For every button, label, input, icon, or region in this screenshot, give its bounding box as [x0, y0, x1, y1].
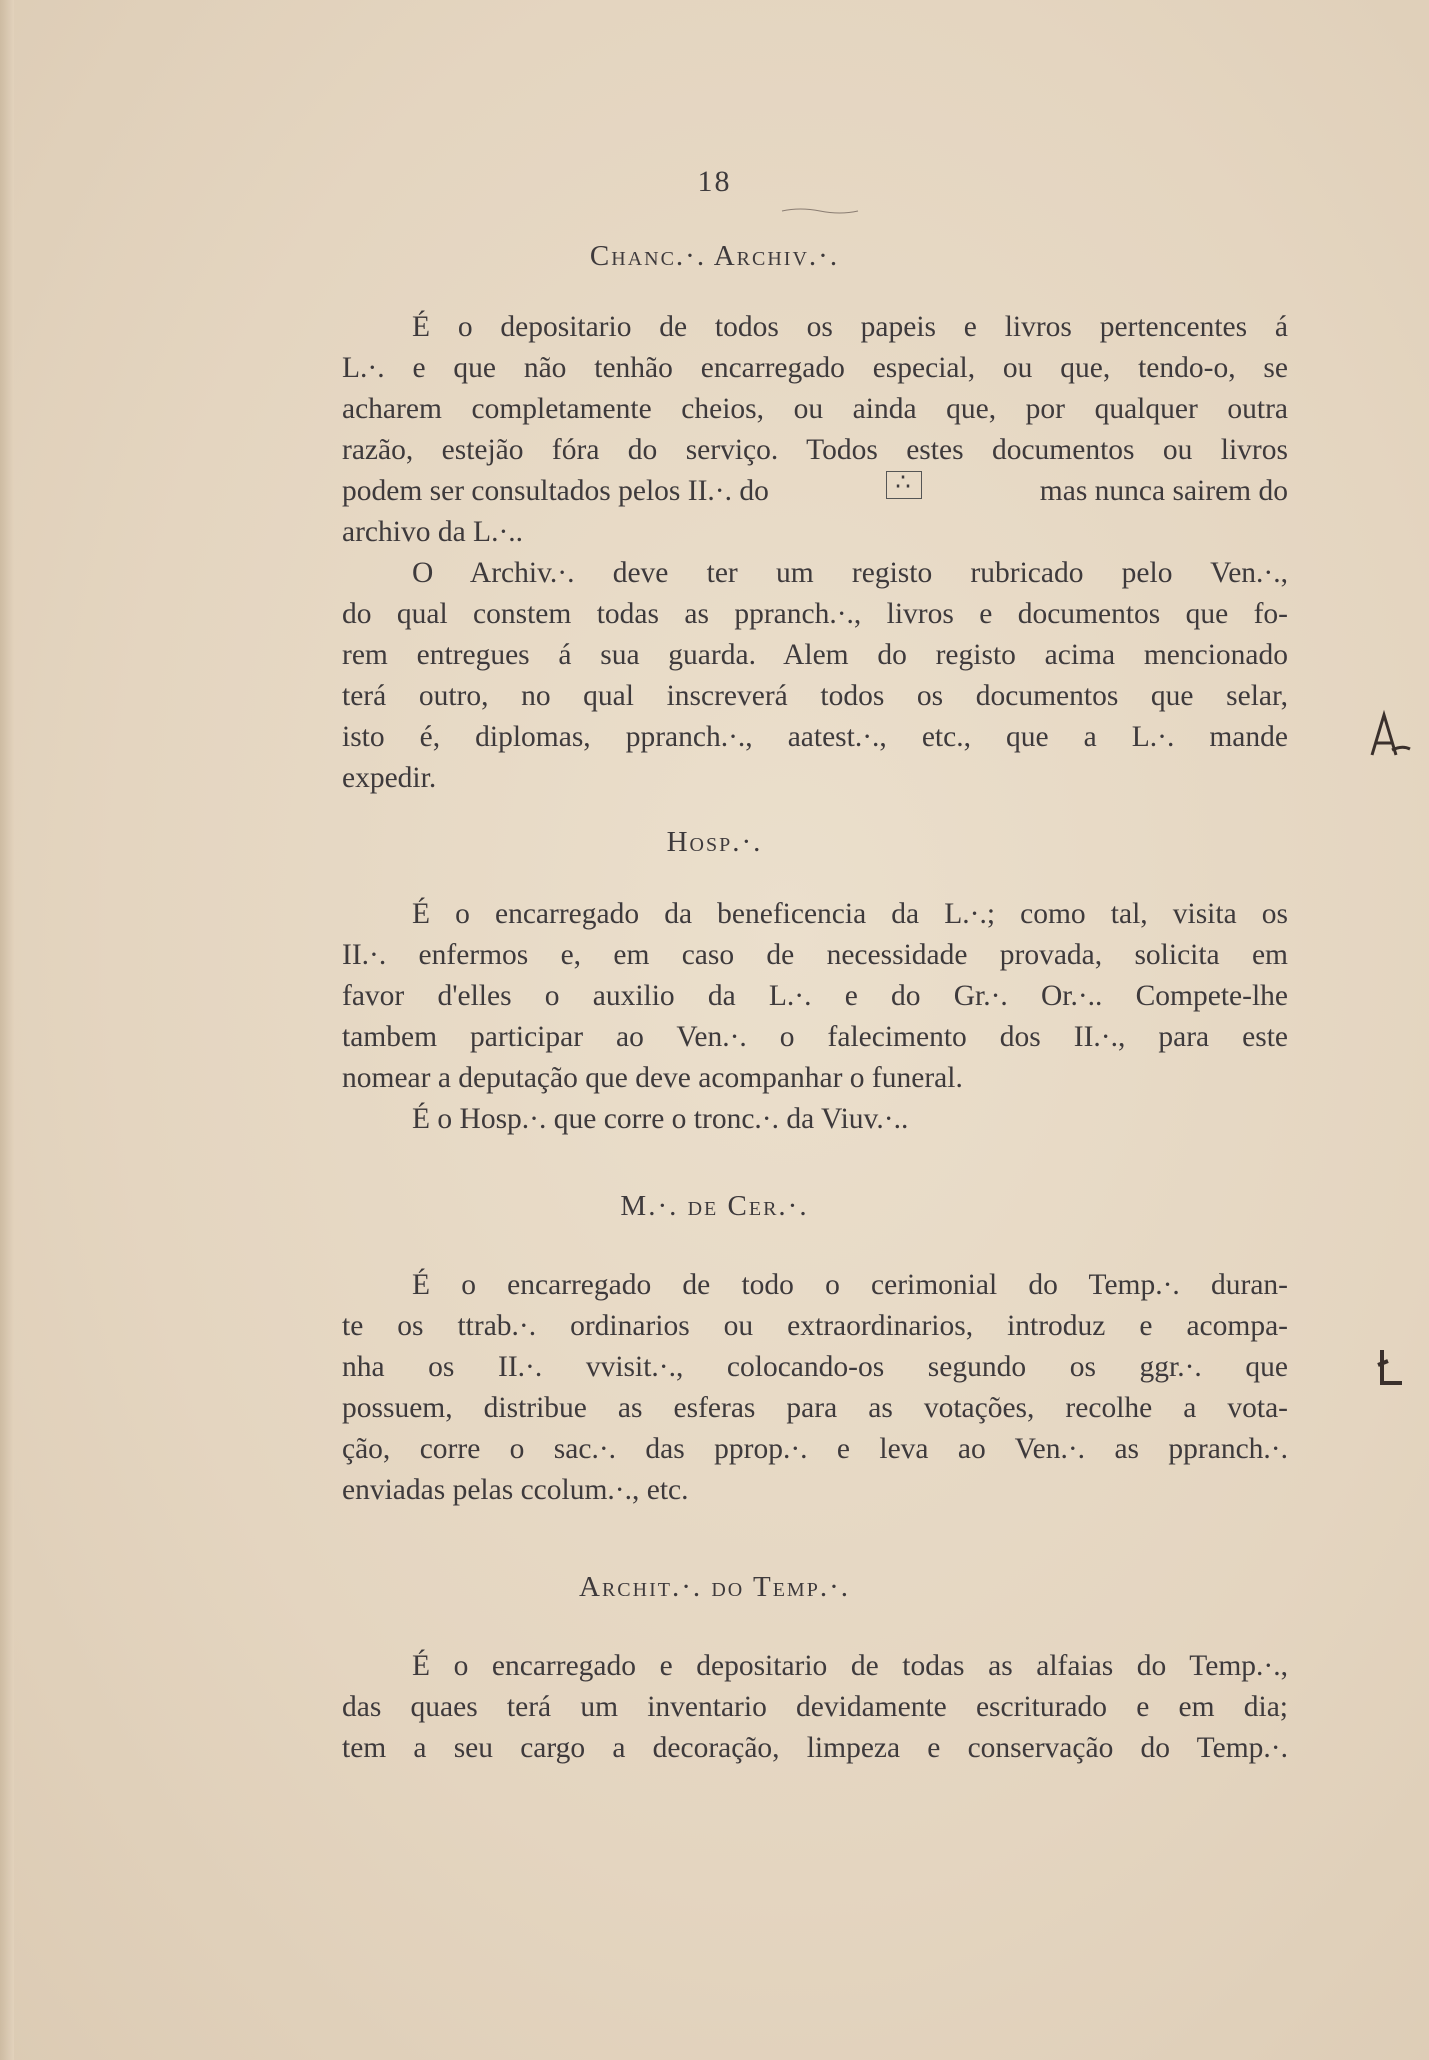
text-line: tambem participar ao Ven.·. o falecimento dos II.·., para este — [342, 1021, 1288, 1053]
text-line: isto é, diplomas, ppranch.·., aatest.·., etc., que a L.·. mande — [342, 721, 1288, 753]
section-body-archit-do-temp — [342, 1646, 1288, 1769]
section-heading-archit-do-temp: Archit.·. do Temp.·. — [579, 1571, 850, 1603]
text-line: rem entregues á sua guarda. Alem do registo acima mencionado — [342, 639, 1288, 671]
section-body-hosp — [342, 894, 1288, 1140]
text-line: terá outro, no qual inscreverá todos os documentos que selar, — [342, 680, 1288, 712]
page-number: 18 — [697, 165, 732, 198]
text-line: razão, estejão fóra do serviço. Todos estes documentos ou livros — [342, 434, 1288, 466]
section-heading-m-de-cer: M.·. de Cer.·. — [620, 1190, 809, 1222]
margin-pencil-mark — [1370, 1345, 1410, 1390]
section-body-chanc-archiv — [342, 307, 1288, 799]
text-line: É o encarregado de todo o cerimonial do Temp.·. duran- — [412, 1269, 1288, 1301]
text-line: ção, corre o sac.·. das pprop.·. e leva ao Ven.·. as ppranch.·. — [342, 1433, 1288, 1465]
text-line: archivo da L.·.. — [342, 516, 524, 548]
text-line: É o depositario de todos os papeis e livros pertencentes á — [412, 311, 1288, 343]
text-line: tem a seu cargo a decoração, limpeza e conservação do Temp.·. — [342, 1732, 1288, 1764]
text-line: L.·. e que não tenhão encarregado especial, ou que, tendo-o, se — [342, 352, 1288, 384]
text-line: nha os II.·. vvisit.·., colocando-os segundo os ggr.·. que — [342, 1351, 1288, 1383]
text-line: É o encarregado e depositario de todas as alfaias do Temp.·., — [412, 1650, 1288, 1682]
text-line — [342, 471, 1288, 512]
text-line: das quaes terá um inventario devidamente escriturado e em dia; — [342, 1691, 1288, 1723]
text-line-part: mas nunca sairem do — [1039, 475, 1288, 507]
text-line: É o encarregado da beneficencia da L.·.; como tal, visita os — [412, 898, 1288, 930]
lodge-symbol-box — [886, 471, 922, 499]
text-line: expedir. — [342, 762, 437, 794]
text-line: do qual constem todas as ppranch.·., livros e documentos que fo- — [342, 598, 1288, 630]
margin-pencil-mark — [1362, 705, 1412, 765]
section-heading-chanc-archiv: Chanc.·. Archiv.·. — [589, 240, 840, 272]
text-line: O Archiv.·. deve ter um registo rubricado pelo Ven.·., — [412, 557, 1288, 589]
section-heading-hosp: Hosp.·. — [666, 826, 763, 858]
text-line: II.·. enfermos e, em caso de necessidade provada, solicita em — [342, 939, 1288, 971]
page-edge — [0, 0, 14, 2060]
text-line: acharem completamente cheios, ou ainda que, por qualquer outra — [342, 393, 1288, 425]
ornament-flourish — [780, 205, 860, 217]
text-line: favor d'elles o auxilio da L.·. e do Gr.·. Or.·.. Compete-lhe — [342, 980, 1288, 1012]
text-line: enviadas pelas ccolum.·., etc. — [342, 1474, 689, 1506]
text-line: te os ttrab.·. ordinarios ou extraordinarios, introduz e acompa- — [342, 1310, 1288, 1342]
text-line: nomear a deputação que deve acompanhar o funeral. — [342, 1062, 963, 1094]
text-line: possuem, distribue as esferas para as votações, recolhe a vota- — [342, 1392, 1288, 1424]
text-line-part: podem ser consultados pelos II.·. do — [342, 475, 769, 507]
section-body-m-de-cer — [342, 1265, 1288, 1511]
text-line: É o Hosp.·. que corre o tronc.·. da Viuv.·.. — [412, 1103, 909, 1135]
